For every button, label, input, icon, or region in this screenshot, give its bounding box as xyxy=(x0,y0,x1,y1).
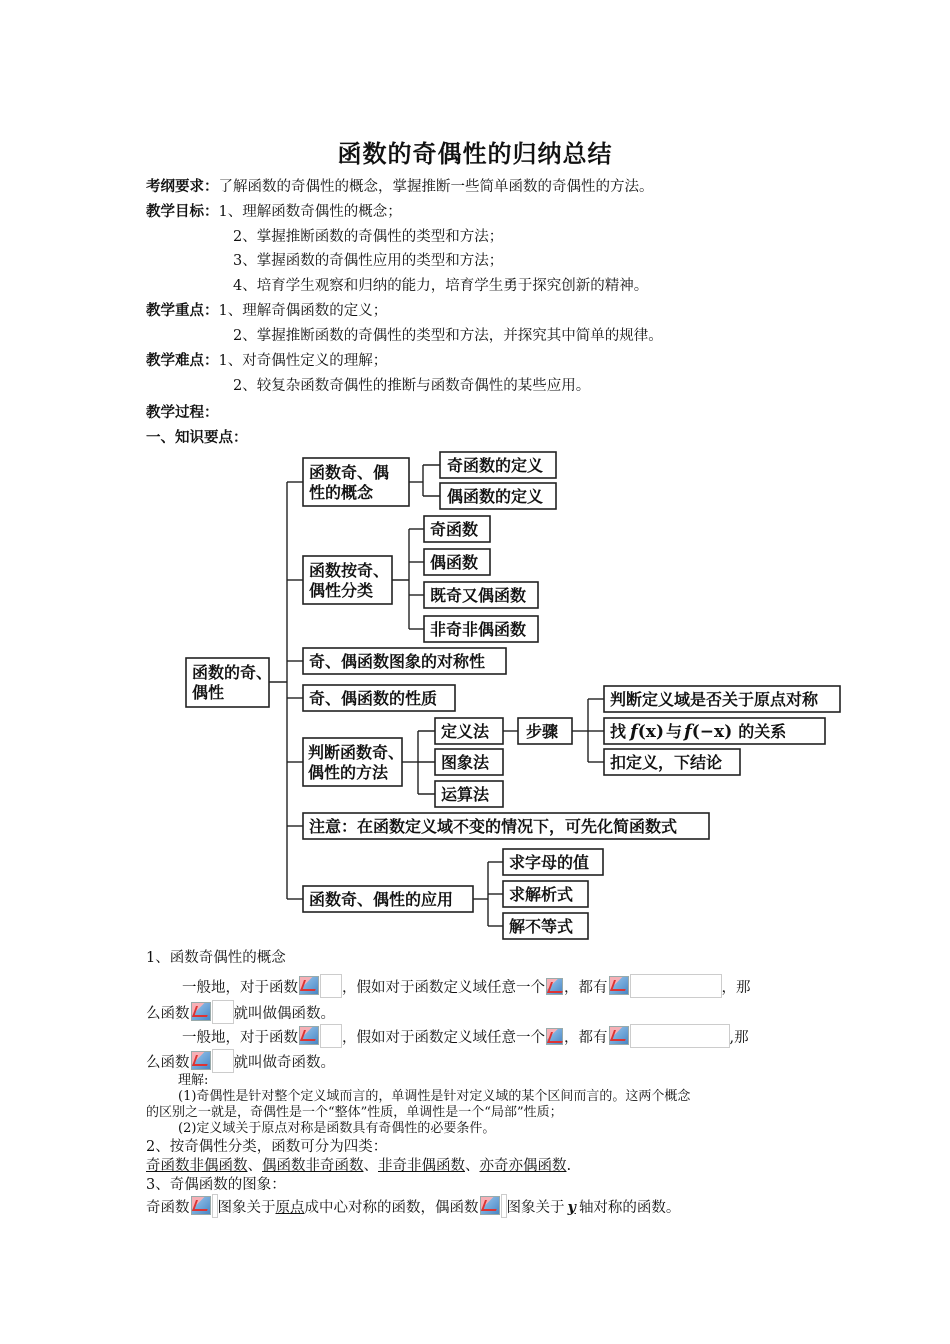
formula-box xyxy=(212,1049,234,1073)
graph-text: 轴对称的函数。 xyxy=(578,1200,681,1216)
step-f-symbol: f xyxy=(630,721,638,742)
even-definition-line xyxy=(182,974,751,998)
node-odd-definition xyxy=(440,452,556,478)
node-root xyxy=(186,658,272,707)
step-find-text: 找 xyxy=(610,722,627,741)
goals-line xyxy=(146,202,402,222)
node-graph-method xyxy=(435,749,503,775)
node-root-label: 函数的奇、 xyxy=(192,663,273,682)
node-both-odd-even xyxy=(424,582,538,608)
understand-point: 的区别之一就是，奇偶性是一个“整体”性质，单调性是一个“局部”性质； xyxy=(146,1105,563,1120)
goal-item: 2、掌握推断函数的奇偶性的类型和方法； xyxy=(233,229,504,245)
even-def-text: 么函数 xyxy=(146,1006,190,1022)
node-calculation-method xyxy=(435,781,503,807)
category-item: 奇函数非偶函数 xyxy=(146,1158,248,1174)
node-find-expression-label: 求解析式 xyxy=(509,885,574,904)
even-def-text: ，那 xyxy=(721,980,751,996)
difficulty-item: 1、对奇偶性定义的理解； xyxy=(218,353,388,369)
even-def-text: 就叫做偶函数。 xyxy=(233,1006,335,1022)
odd-def-text: 一般地，对于函数 xyxy=(182,1030,298,1046)
node-properties-label: 奇、偶函数的性质 xyxy=(309,689,438,708)
odd-def-text: ，都有 xyxy=(564,1030,608,1046)
node-graph-symmetry-label: 奇、偶函数图象的对称性 xyxy=(309,652,486,671)
requirement-line xyxy=(146,177,654,197)
node-step-domain-check xyxy=(604,686,840,712)
formula-image-icon xyxy=(191,1051,211,1070)
node-applications-label: 函数奇、偶性的应用 xyxy=(309,890,454,909)
section-heading: 一、知识要点： xyxy=(146,430,248,446)
node-applications xyxy=(303,886,473,912)
node-even-definition-label: 偶函数的定义 xyxy=(447,487,544,506)
focus-label: 教学重点： xyxy=(146,303,219,319)
node-find-expression xyxy=(503,881,588,907)
category-separator: 、 xyxy=(465,1158,480,1174)
formula-box xyxy=(212,1000,234,1024)
node-judge-methods-label: 判断函数奇、 xyxy=(308,743,405,762)
subsection-heading: 3、奇偶函数的图象： xyxy=(146,1177,286,1193)
node-even-function xyxy=(424,549,490,575)
node-step-relation-label xyxy=(610,721,786,742)
node-note-label: 注意：在函数定义域不变的情况下，可先化简函数式 xyxy=(309,817,678,836)
formula-box xyxy=(320,1024,342,1048)
step-negx-arg: (−x) xyxy=(691,722,733,742)
step-x-arg: (x) xyxy=(637,722,664,742)
node-find-parameter xyxy=(503,849,603,875)
formula-image-icon xyxy=(299,1026,319,1045)
step-f-symbol: f xyxy=(684,721,692,742)
even-def-text: ，假如对于函数定义域任意一个 xyxy=(342,980,545,996)
graph-origin-text: 原点 xyxy=(275,1200,305,1216)
node-step-domain-check-label: 判断定义域是否关于原点对称 xyxy=(610,690,819,709)
subsection-heading: 2、按奇偶性分类，函数可分为四类： xyxy=(146,1139,388,1155)
difficulty-label: 教学难点： xyxy=(146,353,219,369)
graph-text: 成中心对称的函数，偶函数 xyxy=(304,1200,479,1216)
node-definition-method xyxy=(435,718,503,744)
formula-image-icon xyxy=(546,1028,563,1045)
formula-box xyxy=(320,974,342,998)
focus-line xyxy=(146,301,387,321)
category-separator: 、 xyxy=(363,1158,378,1174)
node-steps-label: 步骤 xyxy=(526,722,559,741)
category-item: 亦奇亦偶函数 xyxy=(479,1158,567,1174)
odd-definition-line xyxy=(182,1024,749,1048)
node-classification-label: 函数按奇、 xyxy=(309,561,390,580)
node-step-relation xyxy=(604,718,825,744)
node-concept-label: 函数奇、偶 xyxy=(309,463,390,482)
difficulty-line xyxy=(146,351,387,371)
node-odd-function xyxy=(424,516,490,542)
node-classification-label: 偶性分类 xyxy=(309,581,374,600)
graph-text: 奇函数 xyxy=(146,1200,190,1216)
odd-definition-line-2 xyxy=(146,1049,335,1073)
node-classification xyxy=(303,556,392,604)
formula-box xyxy=(630,1024,730,1048)
node-even-definition xyxy=(440,483,556,509)
node-definition-method-label: 定义法 xyxy=(441,722,490,741)
formula-image-icon xyxy=(299,976,319,995)
node-neither-odd-even-label: 非奇非偶函数 xyxy=(430,620,527,639)
node-root-label: 偶性 xyxy=(192,683,225,702)
node-note xyxy=(303,813,709,839)
odd-def-text: 么函数 xyxy=(146,1055,190,1071)
process-label: 教学过程： xyxy=(146,405,219,421)
even-def-text: 一般地，对于函数 xyxy=(182,980,298,996)
node-concept-label: 性的概念 xyxy=(309,483,374,502)
node-calculation-method-label: 运算法 xyxy=(441,785,490,804)
category-item: 非奇非偶函数 xyxy=(378,1158,465,1174)
node-solve-inequality-label: 解不等式 xyxy=(509,917,574,936)
knowledge-tree-diagram xyxy=(0,440,950,945)
formula-image-icon xyxy=(609,976,629,995)
node-find-parameter-label: 求字母的值 xyxy=(509,853,590,872)
understand-label: 理解: xyxy=(178,1073,209,1088)
node-odd-definition-label: 奇函数的定义 xyxy=(447,456,544,475)
step-relation-text: 的关系 xyxy=(738,722,787,741)
goals-label: 教学目标： xyxy=(146,204,219,220)
node-steps xyxy=(518,718,572,744)
odd-def-text: ，假如对于函数定义域任意一个 xyxy=(342,1030,545,1046)
node-step-conclude-label: 扣定义，下结论 xyxy=(610,753,723,772)
understand-point: (1)奇偶性是针对整个定义域而言的，单调性是针对定义域的某个区间而言的。这两个概念 xyxy=(178,1089,691,1104)
even-def-text: ，都有 xyxy=(564,980,608,996)
node-step-conclude xyxy=(604,749,740,775)
formula-image-icon xyxy=(480,1196,500,1215)
goal-item: 4、培育学生观察和归纳的能力，培育学生勇于探究创新的精神。 xyxy=(233,278,649,294)
node-concept xyxy=(303,458,409,506)
even-definition-line-2 xyxy=(146,1000,335,1024)
category-separator: 、 xyxy=(247,1158,262,1174)
function-categories xyxy=(146,1156,571,1176)
graph-symmetry-line xyxy=(146,1194,680,1218)
node-solve-inequality xyxy=(503,913,588,939)
formula-image-icon xyxy=(546,978,563,995)
node-both-odd-even-label: 既奇又偶函数 xyxy=(430,586,527,605)
node-even-function-label: 偶函数 xyxy=(430,553,479,572)
requirement-label: 考纲要求： xyxy=(146,179,219,195)
node-graph-symmetry xyxy=(303,648,506,674)
category-end: . xyxy=(566,1158,572,1174)
focus-item: 1、理解奇偶函数的定义； xyxy=(218,303,388,319)
formula-image-icon xyxy=(191,1196,211,1215)
understand-point: (2)定义域关于原点对称是函数具有奇偶性的必要条件。 xyxy=(178,1121,496,1136)
formula-image-icon xyxy=(609,1026,629,1045)
node-properties xyxy=(303,685,455,711)
odd-def-text: 就叫做奇函数。 xyxy=(233,1055,335,1071)
graph-text: 图象关于 xyxy=(217,1200,276,1216)
odd-def-text: ,那 xyxy=(729,1030,749,1046)
difficulty-item: 2、较复杂函数奇偶性的推断与函数奇偶性的某些应用。 xyxy=(233,378,591,394)
category-item: 偶函数非奇函数 xyxy=(262,1158,364,1174)
page-title: 函数的奇偶性的归纳总结 xyxy=(337,140,613,168)
node-odd-function-label: 奇函数 xyxy=(430,520,479,539)
graph-text: 图象关于 xyxy=(506,1200,565,1216)
formula-box xyxy=(630,974,722,998)
node-graph-method-label: 图象法 xyxy=(441,753,490,772)
requirement-text: 了解函数的奇偶性的概念，掌握推断一些简单函数的奇偶性的方法。 xyxy=(218,179,654,195)
formula-image-icon xyxy=(191,1002,211,1021)
focus-item: 2、掌握推断函数的奇偶性的类型和方法，并探究其中简单的规律。 xyxy=(233,328,663,344)
node-judge-methods-label: 偶性的方法 xyxy=(308,763,389,782)
node-judge-methods xyxy=(303,738,404,786)
goal-item: 3、掌握函数的奇偶性应用的类型和方法； xyxy=(233,253,504,269)
node-neither-odd-even xyxy=(424,616,538,642)
goal-item: 1、理解函数奇偶性的概念； xyxy=(218,204,402,220)
step-and-text: 与 xyxy=(666,722,683,741)
subsection-heading: 1、函数奇偶性的概念 xyxy=(146,950,286,966)
graph-y-axis-symbol: y xyxy=(567,1199,576,1216)
